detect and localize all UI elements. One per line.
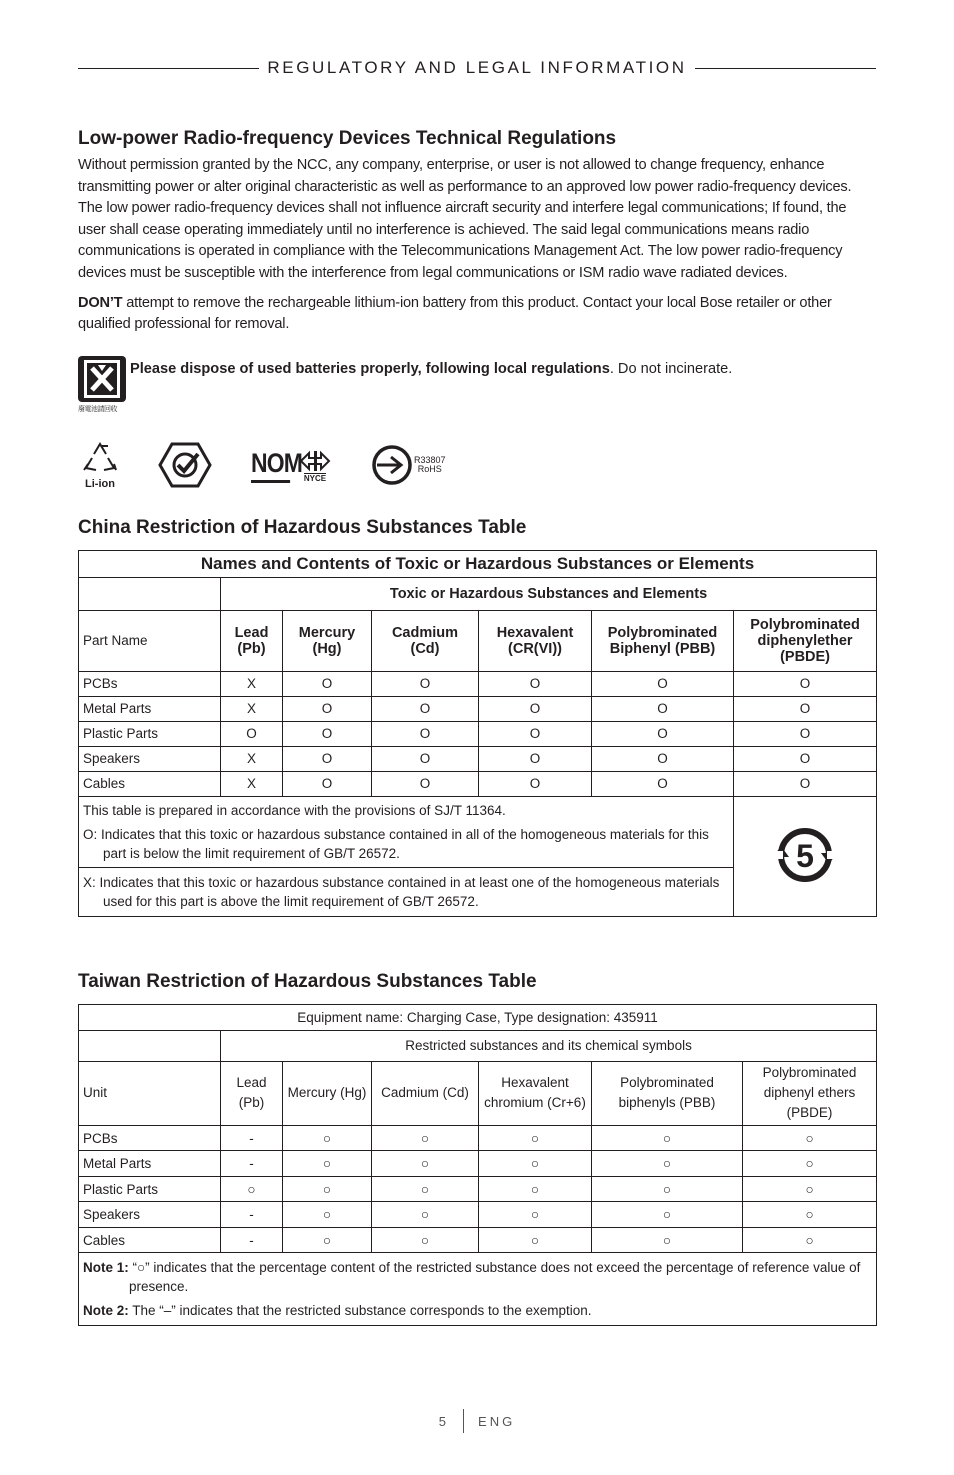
battery-recycling-icon bbox=[78, 356, 126, 416]
taiwan-note-1 bbox=[83, 1258, 872, 1296]
dont-label: DON’T bbox=[78, 294, 123, 311]
table-cell: X bbox=[221, 671, 283, 696]
row-label: Speakers bbox=[79, 746, 221, 771]
table-row bbox=[79, 1227, 877, 1253]
rf-heading: Low-power Radio-frequency Devices Technical Regulations bbox=[78, 128, 617, 149]
epup-5-icon bbox=[768, 820, 842, 890]
table-cell: - bbox=[221, 1227, 283, 1253]
table-row bbox=[79, 1202, 877, 1228]
taiwan-col-header: Cadmium (Cd) bbox=[372, 1061, 479, 1125]
table-cell: O bbox=[372, 671, 479, 696]
row-label: Cables bbox=[79, 771, 221, 796]
table-cell: ○ bbox=[479, 1227, 592, 1253]
china-col-header: Polybrominated diphenylether (PBDE) bbox=[734, 610, 877, 671]
table-cell: O bbox=[372, 746, 479, 771]
table-cell: ○ bbox=[372, 1125, 479, 1151]
china-col-header: Polybrominated Biphenyl (PBB) bbox=[592, 610, 734, 671]
table-cell: ○ bbox=[592, 1151, 743, 1177]
table-cell: ○ bbox=[479, 1202, 592, 1228]
table-cell: ○ bbox=[743, 1125, 877, 1151]
bsmi-mark bbox=[371, 444, 446, 486]
taiwan-unit-header: Unit bbox=[79, 1061, 221, 1125]
table-cell: O bbox=[734, 746, 877, 771]
china-table-subheader: Toxic or Hazardous Substances and Elements bbox=[221, 577, 877, 610]
table-cell: O bbox=[734, 671, 877, 696]
bsmi-code: R33807 bbox=[414, 454, 446, 465]
table-cell: ○ bbox=[283, 1125, 372, 1151]
table-cell: O bbox=[372, 721, 479, 746]
table-row bbox=[79, 1176, 877, 1202]
table-cell: ○ bbox=[479, 1176, 592, 1202]
battery-recycle-caption: 廢電池請回收 bbox=[78, 405, 117, 413]
page-footer bbox=[0, 1409, 954, 1433]
table-cell: O bbox=[592, 721, 734, 746]
china-col-header: Lead (Pb) bbox=[221, 610, 283, 671]
rf-body: Without permission granted by the NCC, any company, enterprise, or user is not allowed to change frequency, enhance transmitting power or alter original characteristic as well as performance to an approved low power radio-frequency devices. The low power radio-frequency devices shall not influence aircraft security and interfere legal communications; If found, the user shall cease operating immediately until no interference is achieved. The said legal communications means radio communications is operated in compliance with the Telecommunications Management Act. The low power radio-frequency devices must be susceptible with the interference from legal communications or ISM radio wave radiated devices. bbox=[78, 157, 852, 281]
table-cell: O bbox=[479, 721, 592, 746]
china-note-1: This table is prepared in accordance with the provisions of SJ/T 11364. bbox=[83, 802, 506, 818]
taiwan-note-1-label: Note 1: bbox=[83, 1260, 129, 1276]
table-cell: ○ bbox=[743, 1202, 877, 1228]
epup-cell bbox=[734, 796, 877, 916]
table-cell: - bbox=[221, 1151, 283, 1177]
table-cell: ○ bbox=[372, 1176, 479, 1202]
table-cell: - bbox=[221, 1125, 283, 1151]
china-rohs-heading: China Restriction of Hazardous Substances Table bbox=[78, 516, 527, 538]
page-content bbox=[78, 126, 876, 1326]
epup-number: 5 bbox=[796, 837, 814, 874]
table-cell: O bbox=[479, 771, 592, 796]
table-cell: X bbox=[221, 771, 283, 796]
table-row bbox=[79, 721, 877, 746]
dont-text: attempt to remove the rechargeable lithium-ion battery from this product. Contact your local Bose retailer or other qualified professional for removal. bbox=[78, 294, 832, 333]
language-code: ENG bbox=[478, 1413, 516, 1429]
table-cell: O bbox=[479, 671, 592, 696]
footer-divider bbox=[463, 1409, 464, 1433]
taiwan-equipment-name: Equipment name: Charging Case, Type designation: 435911 bbox=[79, 1004, 877, 1030]
li-ion-recycle-icon bbox=[78, 440, 122, 490]
taiwan-note-2-text: The “–” indicates that the restricted substance corresponds to the exemption. bbox=[128, 1303, 592, 1319]
row-label: Speakers bbox=[79, 1202, 221, 1228]
li-ion-label: Li-ion bbox=[85, 477, 115, 490]
table-cell: ○ bbox=[372, 1202, 479, 1228]
table-cell: O bbox=[592, 671, 734, 696]
table-cell: O bbox=[372, 696, 479, 721]
table-cell: ○ bbox=[283, 1227, 372, 1253]
table-cell: O bbox=[734, 771, 877, 796]
nom-nyce-mark bbox=[251, 446, 331, 483]
page-header bbox=[78, 57, 876, 79]
china-rohs-table bbox=[78, 550, 877, 917]
table-cell: O bbox=[734, 696, 877, 721]
table-row bbox=[79, 1151, 877, 1177]
china-col-header: Mercury (Hg) bbox=[283, 610, 372, 671]
table-cell: ○ bbox=[743, 1227, 877, 1253]
table-cell: X bbox=[221, 696, 283, 721]
table-cell: ○ bbox=[283, 1202, 372, 1228]
table-cell: O bbox=[283, 696, 372, 721]
row-label: Plastic Parts bbox=[79, 1176, 221, 1202]
taiwan-rohs-table bbox=[78, 1004, 877, 1327]
battery-disposal-text bbox=[130, 359, 732, 379]
china-table-title: Names and Contents of Toxic or Hazardous Substances or Elements bbox=[79, 550, 877, 577]
table-cell: ○ bbox=[283, 1176, 372, 1202]
table-cell: ○ bbox=[592, 1176, 743, 1202]
table-row bbox=[79, 696, 877, 721]
table-cell: O bbox=[283, 721, 372, 746]
table-cell: O bbox=[479, 696, 592, 721]
battery-disposal-rest: . Do not incinerate. bbox=[609, 360, 733, 377]
table-cell: X bbox=[221, 746, 283, 771]
row-label: Metal Parts bbox=[79, 696, 221, 721]
taiwan-col-header: Hexavalent chromium (Cr+6) bbox=[479, 1061, 592, 1125]
table-row bbox=[79, 746, 877, 771]
table-cell: O bbox=[734, 721, 877, 746]
china-note-3: X: Indicates that this toxic or hazardous substance contained in at least one of the homogeneous materials used for this part is above the limit requirement of GB/T 26572. bbox=[83, 874, 720, 909]
header-title: REGULATORY AND LEGAL INFORMATION bbox=[267, 58, 687, 77]
taiwan-note-2 bbox=[83, 1301, 872, 1320]
table-cell: ○ bbox=[479, 1125, 592, 1151]
taiwan-note-2-label: Note 2: bbox=[83, 1303, 129, 1319]
table-cell: ○ bbox=[743, 1151, 877, 1177]
bsmi-icon bbox=[371, 444, 413, 486]
taiwan-rohs-heading: Taiwan Restriction of Hazardous Substances Table bbox=[78, 970, 537, 992]
battery-disposal-bold: Please dispose of used batteries properly, following local regulations bbox=[130, 360, 610, 377]
table-cell: ○ bbox=[372, 1227, 479, 1253]
table-row bbox=[79, 771, 877, 796]
table-cell: - bbox=[221, 1202, 283, 1228]
table-cell: ○ bbox=[283, 1151, 372, 1177]
taiwan-col-header: Lead (Pb) bbox=[221, 1061, 283, 1125]
nyce-label: NYCE bbox=[303, 474, 327, 484]
battery-warning bbox=[78, 293, 876, 336]
header-rule-left bbox=[78, 68, 259, 69]
page-number: 5 bbox=[438, 1413, 450, 1429]
taiwan-note-1-text: “○” indicates that the percentage content of the restricted substance does not exceed the percentage of reference value of presence. bbox=[128, 1260, 861, 1295]
table-cell: O bbox=[592, 771, 734, 796]
table-cell: O bbox=[479, 746, 592, 771]
bsmi-rohs: RoHS bbox=[417, 463, 442, 474]
row-label: Cables bbox=[79, 1227, 221, 1253]
china-col-header: Hexavalent (CR(VI)) bbox=[479, 610, 592, 671]
taiwan-col-header: Mercury (Hg) bbox=[283, 1061, 372, 1125]
table-cell: ○ bbox=[479, 1151, 592, 1177]
row-label: PCBs bbox=[79, 671, 221, 696]
taiwan-table-subheader: Restricted substances and its chemical symbols bbox=[221, 1030, 877, 1061]
table-cell: ○ bbox=[592, 1125, 743, 1151]
table-cell: O bbox=[592, 696, 734, 721]
china-col-header: Cadmium (Cd) bbox=[372, 610, 479, 671]
table-cell: O bbox=[283, 671, 372, 696]
table-cell: O bbox=[283, 746, 372, 771]
nom-label: NOM bbox=[251, 446, 290, 483]
table-row bbox=[79, 1125, 877, 1151]
header-rule-right bbox=[695, 68, 876, 69]
table-cell: O bbox=[283, 771, 372, 796]
china-part-name-header: Part Name bbox=[79, 610, 221, 671]
certification-logos bbox=[78, 436, 876, 494]
rcm-mark-icon bbox=[156, 440, 214, 490]
row-label: Metal Parts bbox=[79, 1151, 221, 1177]
table-cell: ○ bbox=[592, 1227, 743, 1253]
table-cell: O bbox=[221, 721, 283, 746]
taiwan-col-header: Polybrominated diphenyl ethers (PBDE) bbox=[743, 1061, 877, 1125]
taiwan-col-header: Polybrominated biphenyls (PBB) bbox=[592, 1061, 743, 1125]
china-note-2: O: Indicates that this toxic or hazardous substance contained in all of the homogeneous materials for this part is below the limit requirement of GB/T 26572. bbox=[83, 826, 709, 861]
table-cell: ○ bbox=[221, 1176, 283, 1202]
table-row bbox=[79, 671, 877, 696]
table-cell: O bbox=[372, 771, 479, 796]
table-cell: ○ bbox=[592, 1202, 743, 1228]
row-label: Plastic Parts bbox=[79, 721, 221, 746]
table-cell: O bbox=[592, 746, 734, 771]
battery-disposal-row bbox=[78, 356, 876, 416]
table-cell: ○ bbox=[743, 1176, 877, 1202]
table-cell: ○ bbox=[372, 1151, 479, 1177]
row-label: PCBs bbox=[79, 1125, 221, 1151]
